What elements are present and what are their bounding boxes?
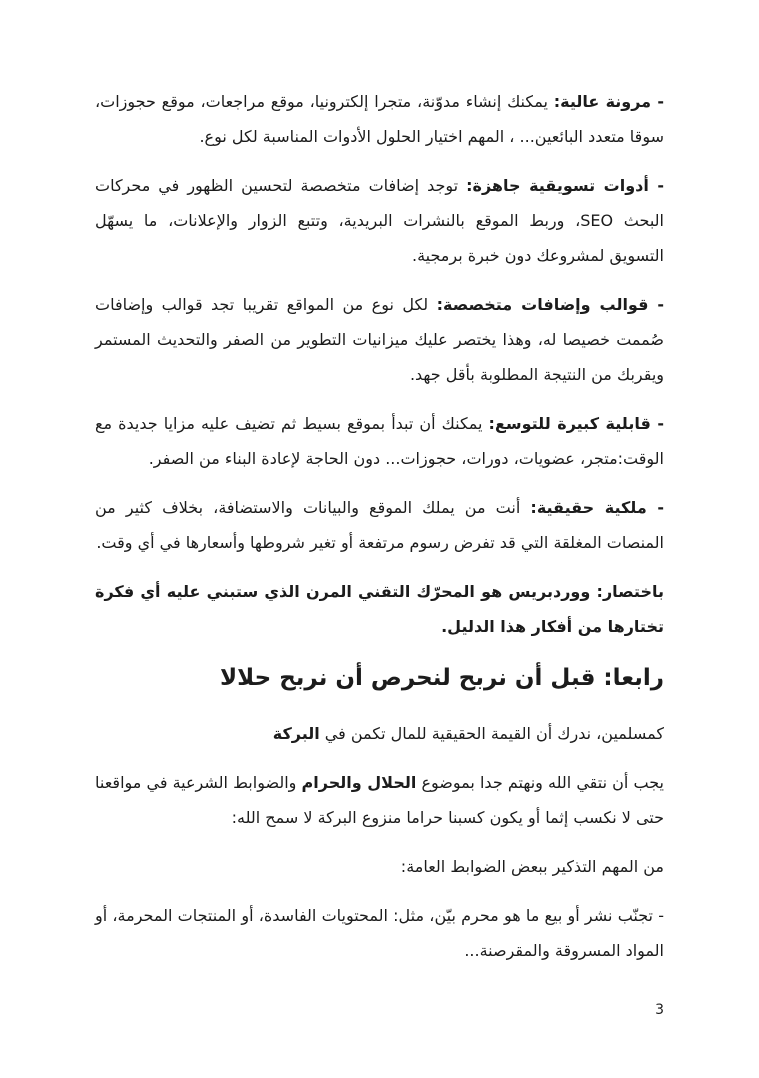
bold-text-run: - مرونة عالية: [553, 92, 664, 111]
bold-text-run: - ملكية حقيقية: [530, 498, 664, 517]
text-run: توجد إضافات متخصصة لتحسين الظهور في محركات البحث SEO، وربط الموقع بالنشرات البريدية، وتتبع الزوار والإعلانات، ما يسهّل التسويق لمشروعك دون خبرة برمجية. [95, 176, 664, 265]
page-footer [95, 1000, 664, 1020]
bold-text-run: - قوالب وإضافات متخصصة: [436, 295, 664, 314]
section-heading-halal-profit [95, 658, 664, 698]
text-run: أنت من يملك الموقع والبيانات والاستضافة، بخلاف كثير من المنصات المغلقة التي قد تفرض رسوم مرتفعة أو تغير شروطها وأسعارها في أي وقت. [95, 498, 664, 552]
bullet-ownership [95, 490, 664, 560]
bold-text-run: - قابلية كبيرة للتوسع: [488, 414, 665, 433]
para-baraka [95, 716, 664, 751]
bold-text-run: باختصار: ووردبريس هو المحرّك التقني المرن الذي ستبني عليه أي فكرة تختارها من أفكار هذا الدليل. [95, 582, 664, 636]
text-run: والضوابط الشرعية في مواقعنا حتى لا نكسب إثما أو يكون كسبنا حراما منزوع البركة لا سمح الله: [95, 773, 664, 827]
bullet-flexibility [95, 84, 664, 154]
text-run: لكل نوع من المواقع تقريبا تجد قوالب وإضافات صُممت خصيصا له، وهذا يختصر عليك ميزانيات التطوير من الصفر والتحديث المستمر ويقربك من النتيجة المطلوبة بأقل جهد. [95, 295, 664, 384]
bold-text-run: رابعا: قبل أن نربح لنحرص أن نربح حلالا [220, 665, 664, 691]
bullet-marketing-tools [95, 168, 664, 273]
summary-wordpress [95, 574, 664, 644]
text-run: يمكنك أن تبدأ بموقع بسيط ثم تضيف عليه مزايا جديدة مع الوقت:متجر، عضويات، دورات، حجوزات... دون الحاجة لإعادة البناء من الصفر. [95, 414, 664, 468]
text-run: - تجنّب نشر أو بيع ما هو محرم بيّن، مثل: المحتويات الفاسدة، أو المنتجات المحرمة، أو المواد المسروقة والمقرصنة... [95, 906, 664, 960]
para-halal-haram [95, 765, 664, 835]
bold-text-run: الحلال والحرام [301, 773, 417, 792]
page-number: 3 [655, 1002, 664, 1018]
bullet-avoid-haram [95, 898, 664, 968]
bullet-scalability [95, 406, 664, 476]
bullet-themes-plugins [95, 287, 664, 392]
para-guidelines-intro [95, 849, 664, 884]
text-run: كمسلمين، ندرك أن القيمة الحقيقية للمال تكمن في [319, 724, 664, 743]
bold-text-run: - أدوات تسويقية جاهزة: [466, 176, 665, 195]
document-body [95, 84, 664, 982]
text-run: يمكنك إنشاء مدوّنة، متجرا إلكترونيا، موقع مراجعات، موقع حجوزات، سوقا متعدد البائعين... ، المهم اختيار الحلول الأدوات المناسبة لكل نوع. [95, 92, 664, 146]
text-run: يجب أن نتقي الله ونهتم جدا بموضوع [416, 773, 665, 792]
text-run: من المهم التذكير ببعض الضوابط العامة: [400, 857, 664, 876]
bold-text-run: البركة [272, 724, 320, 743]
